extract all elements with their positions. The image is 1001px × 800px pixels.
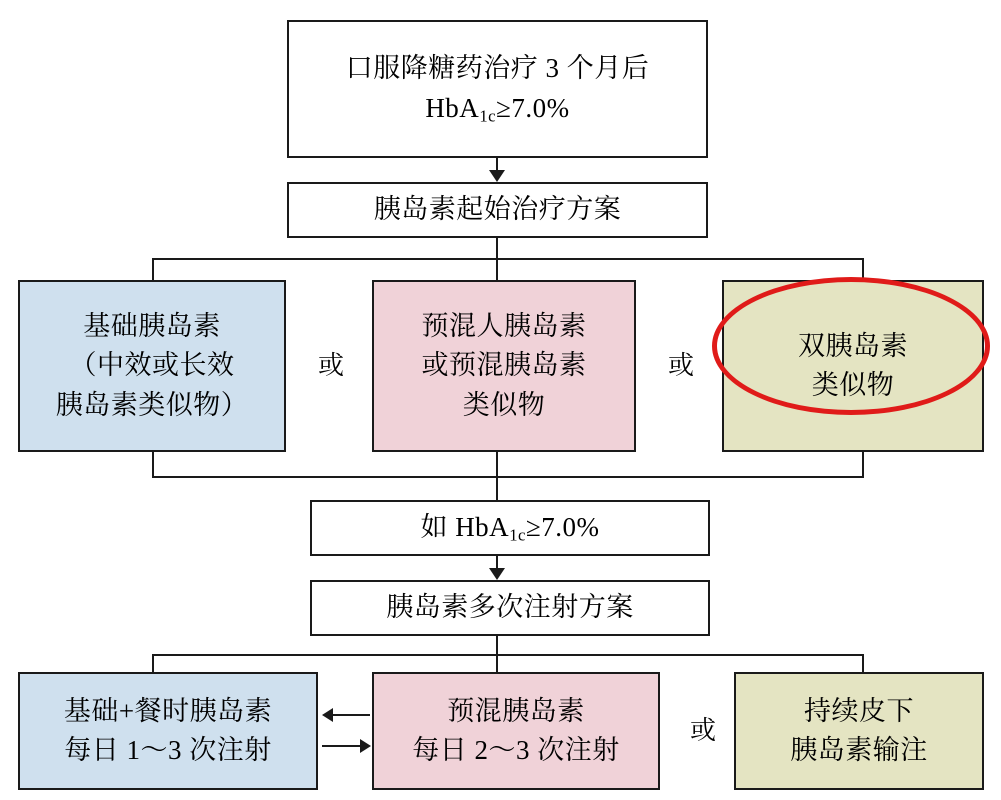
node-premixed-insulin-line2: 或预混胰岛素 <box>421 350 587 381</box>
node-premixed-multi-line1: 预混胰岛素 <box>447 695 585 726</box>
node-premixed-insulin <box>372 280 636 452</box>
connector-label-or-1: 或 <box>318 351 345 380</box>
node-start-hba-base: HbA <box>425 92 480 123</box>
connector-bus-down-mid <box>496 258 498 282</box>
node-initial-plan <box>287 182 708 238</box>
connector-premixed-down <box>496 452 498 478</box>
node-csii <box>734 672 984 790</box>
node-csii-line1: 持续皮下 <box>804 695 914 726</box>
connector-bus-down-left <box>152 258 154 282</box>
connector-multi-bus-right <box>862 654 864 674</box>
connector-label-or-3: 或 <box>690 716 717 745</box>
connector-bolus-to-premixed-bottom <box>322 745 362 747</box>
connector-basal-down <box>152 452 154 478</box>
node-recheck-hba-sub: 1c <box>509 525 526 545</box>
connector-bus-down-right <box>862 258 864 282</box>
node-start-line1: 口服降糖药治疗 3 个月后 <box>345 53 650 84</box>
node-basal-bolus-line1: 基础+餐时胰岛素 <box>63 695 273 726</box>
arrowhead-premixed-to-bolus <box>322 708 333 722</box>
node-recheck <box>310 500 710 556</box>
node-recheck-hba-base: HbA <box>455 512 510 543</box>
node-recheck-hba-tail: ≥7.0% <box>525 512 600 543</box>
node-dual-insulin <box>722 280 984 452</box>
node-start <box>287 20 708 158</box>
node-basal-insulin-line2: （中效或长效 <box>69 350 235 381</box>
node-recheck-label <box>420 508 599 548</box>
node-premixed-insulin-line1: 预混人胰岛素 <box>421 311 587 342</box>
node-initial-plan-label: 胰岛素起始治疗方案 <box>373 194 622 225</box>
connector-merge-to-recheck <box>496 476 498 502</box>
node-multi-injection-plan <box>310 580 710 636</box>
connector-initial-bus <box>152 258 864 260</box>
connector-multi-bus <box>152 654 864 656</box>
node-basal-insulin <box>18 280 286 452</box>
arrowhead-bolus-to-premixed <box>360 739 371 753</box>
node-premixed-multi <box>372 672 660 790</box>
connector-multi-stem <box>496 636 498 656</box>
connector-dual-down <box>862 452 864 478</box>
connector-options-merge-bus <box>152 476 864 478</box>
connector-multi-bus-left <box>152 654 154 674</box>
arrowhead-start-to-initial <box>489 170 505 182</box>
node-basal-bolus <box>18 672 318 790</box>
node-basal-insulin-line3: 胰岛素类似物） <box>55 389 249 420</box>
node-dual-insulin-line1: 双胰岛素 <box>798 330 908 361</box>
node-recheck-prefix: 如 <box>420 512 456 543</box>
node-premixed-insulin-line3: 类似物 <box>462 389 546 420</box>
connector-multi-bus-mid <box>496 654 498 674</box>
node-start-hba-sub: 1c <box>479 106 497 126</box>
node-basal-bolus-line2: 每日 1～3 次注射 <box>64 735 272 765</box>
node-start-line2 <box>425 89 569 129</box>
node-start-hba-tail: ≥7.0% <box>496 92 570 123</box>
arrowhead-recheck-to-multi <box>489 568 505 580</box>
node-basal-insulin-line1: 基础胰岛素 <box>83 311 221 342</box>
connector-initial-stem <box>496 238 498 260</box>
node-premixed-multi-line2: 每日 2～3 次注射 <box>412 735 620 765</box>
node-dual-insulin-line2: 类似物 <box>811 370 895 400</box>
node-multi-injection-plan-label: 胰岛素多次注射方案 <box>386 592 634 623</box>
connector-label-or-2: 或 <box>668 351 695 380</box>
connector-bolus-to-premixed-top <box>330 714 370 716</box>
node-csii-line2: 胰岛素输注 <box>790 735 928 765</box>
